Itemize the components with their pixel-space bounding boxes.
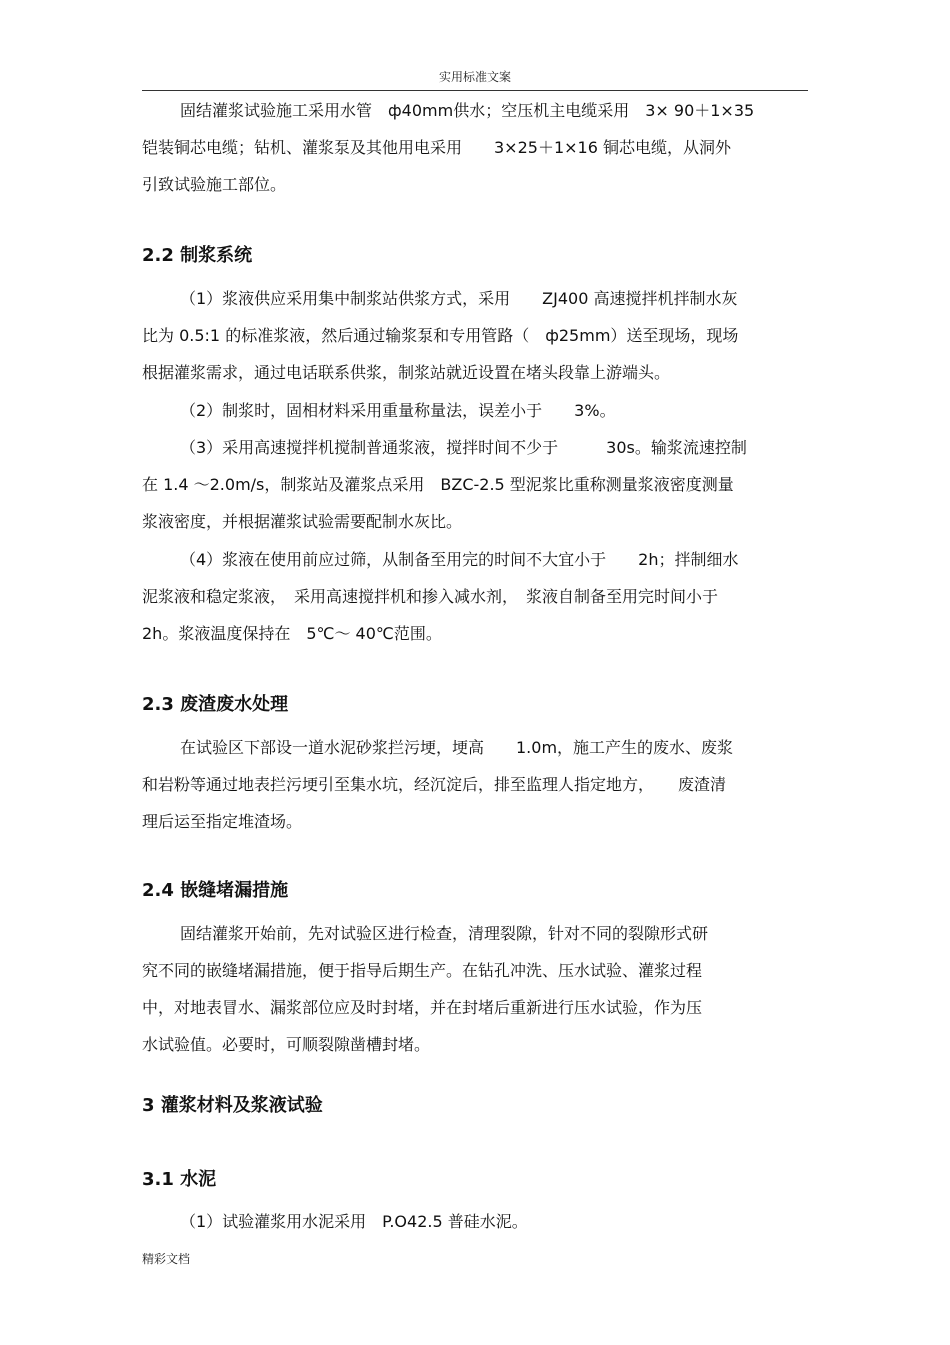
section-heading-2-3: 2.3 废渣废水处理 [142,694,289,715]
text-line: 引致试验施工部位。 [142,175,287,194]
text-line: 和岩粉等通过地表拦污埂引至集水坑，经沉淀后，排至监理人指定地方， 废渣清 [142,775,727,794]
text-line: 泥浆液和稳定浆液， 采用高速搅拌机和掺入减水剂， 浆液自制备至用完时间小于 [142,587,719,606]
intro-paragraph [142,92,812,203]
text-line: 浆液密度，并根据灌浆试验需要配制水灰比。 [142,512,463,531]
section-heading-2-2: 2.2 制浆系统 [142,245,253,266]
paragraph-2-2-1 [142,280,812,391]
text-line: （2）制浆时，固相材料采用重量称量法，误差小于 3%。 [180,401,616,420]
paragraph-3-1-1 [142,1203,812,1240]
text-line: （3）采用高速搅拌机搅制普通浆液，搅拌时间不少于 30s。输浆流速控制 [180,438,747,457]
paragraph-2-3-1 [142,729,812,840]
page-header-title: 实用标准文案 [438,70,511,84]
text-line: 铠装铜芯电缆；钻机、灌浆泵及其他用电采用 3×25＋1×16 铜芯电缆，从洞外 [142,138,731,157]
page-footer-text: 精彩文档 [142,1252,191,1266]
text-line: 比为 0.5:1 的标准浆液，然后通过输浆泵和专用管路（ ф25mm）送至现场，现场 [142,326,739,345]
text-line: 在 1.4 ～2.0m/s，制浆站及灌浆点采用 BZC-2.5 型泥浆比重称测量浆液密度测量 [142,475,734,494]
text-line: 固结灌浆开始前，先对试验区进行检查，清理裂隙，针对不同的裂隙形式研 [180,924,709,943]
paragraph-2-4-1 [142,915,812,1063]
text-line: 水试验值。必要时，可顺裂隙凿槽封堵。 [142,1035,431,1054]
paragraph-2-2-2 [142,392,812,429]
paragraph-2-2-4 [142,541,812,652]
text-line: 固结灌浆试验施工采用水管 ф40mm供水；空压机主电缆采用 3× 90＋1×35 [180,101,755,120]
text-line: （1）试验灌浆用水泥采用 P.O42.5 普硅水泥。 [180,1212,528,1231]
text-line: （1）浆液供应采用集中制浆站供浆方式，采用 ZJ400 高速搅拌机拌制水灰 [180,289,738,308]
paragraph-2-2-3 [142,429,812,540]
text-line: 理后运至指定堆渣场。 [142,812,303,831]
text-line: 2h。浆液温度保持在 5℃～ 40℃范围。 [142,624,442,643]
text-line: （4）浆液在使用前应过筛，从制备至用完的时间不大宜小于 2h；拌制细水 [180,550,739,569]
text-line: 究不同的嵌缝堵漏措施，便于指导后期生产。在钻孔冲洗、压水试验、灌浆过程 [142,961,703,980]
header-divider [142,90,808,91]
text-line: 中，对地表冒水、漏浆部位应及时封堵，并在封堵后重新进行压水试验，作为压 [142,998,703,1017]
text-line: 在试验区下部设一道水泥砂浆拦污埂，埂高 1.0m，施工产生的废水、废浆 [180,738,734,757]
section-heading-3: 3 灌浆材料及浆液试验 [142,1095,323,1116]
section-heading-2-4: 2.4 嵌缝堵漏措施 [142,880,289,901]
text-line: 根据灌浆需求，通过电话联系供浆，制浆站就近设置在堵头段靠上游端头。 [142,363,671,382]
section-heading-3-1: 3.1 水泥 [142,1169,217,1190]
